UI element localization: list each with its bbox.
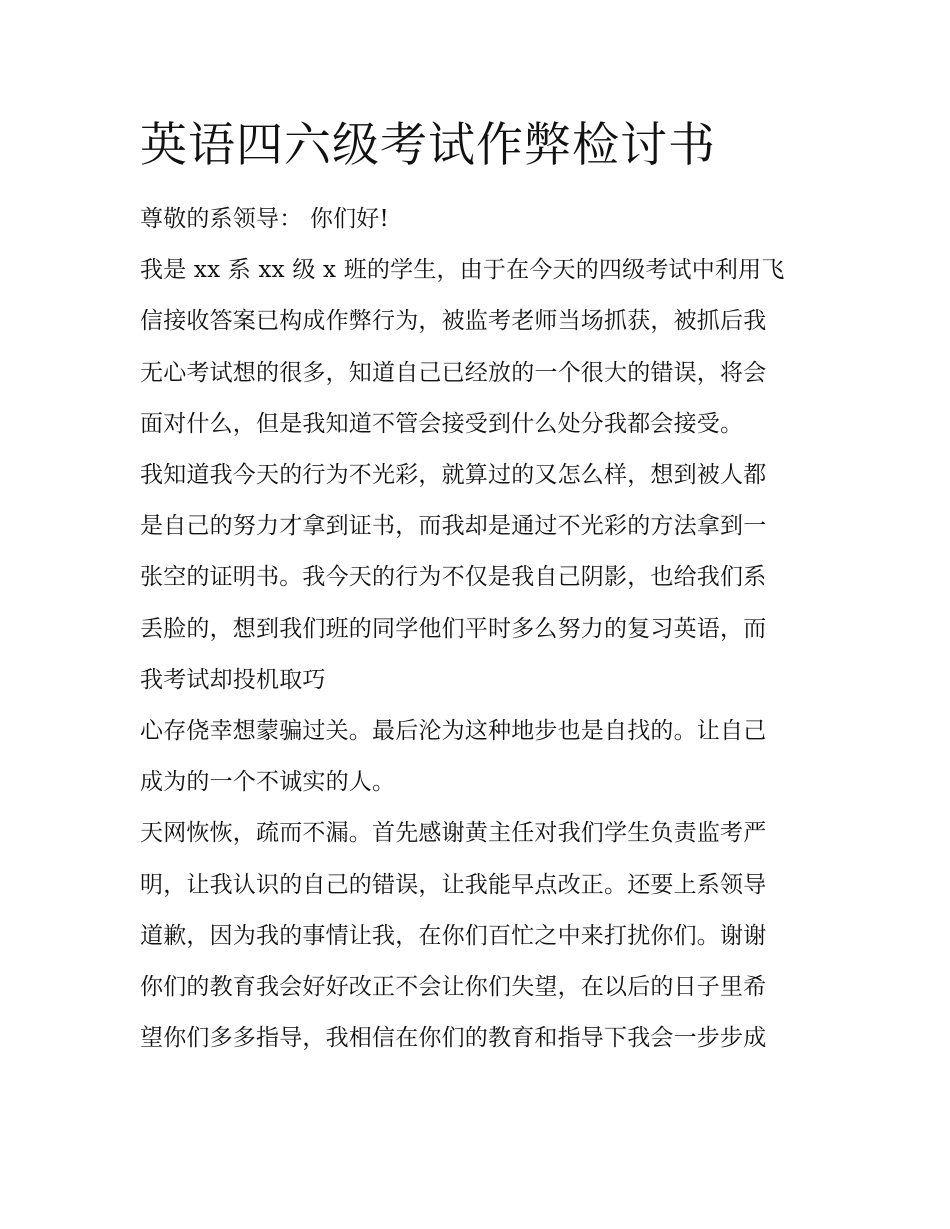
body-line: 明，让我认识的自己的错误，让我能早点改正。还要上系领导: [140, 871, 767, 898]
body-line: 丢脸的，想到我们班的同学他们平时多么努力的复习英语，而: [140, 615, 767, 642]
body-line: 面对什么，但是我知道不管会接受到什么处分我都会接受。: [140, 410, 744, 437]
body-line: 成为的一个不诚实的人。: [140, 769, 396, 796]
body-line: 张空的证明书。我今天的行为不仅是我自己阴影，也给我们系: [140, 564, 767, 591]
document-title: 英语四六级考试作弊检讨书: [140, 118, 716, 173]
body-line: 天网恢恢，疏而不漏。首先感谢黄主任对我们学生负责监考严: [140, 820, 767, 847]
body-line: 是自己的努力才拿到证书，而我却是通过不光彩的方法拿到一: [140, 513, 767, 540]
body-line: 我是 xx 系 xx 级 x 班的学生，由于在今天的四级考试中利用飞: [140, 257, 785, 284]
body-line: 道歉，因为我的事情让我，在你们百忙之中来打扰你们。谢谢: [140, 922, 767, 949]
body-line: 你们的教育我会好好改正不会让你们失望，在以后的日子里希: [140, 974, 767, 1001]
body-line: 我考试却投机取巧: [140, 666, 326, 693]
document-body: [140, 194, 820, 1064]
body-line: 信接收答案已构成作弊行为，被监考老师当场抓获，被抓后我: [140, 308, 767, 335]
body-line: 心存侥幸想蒙骗过关。最后沦为这种地步也是自找的。让自己: [140, 718, 767, 745]
salutation-line: 尊敬的系领导： 你们好!: [140, 206, 389, 232]
body-line: 望你们多多指导，我相信在你们的教育和指导下我会一步步成: [140, 1025, 767, 1052]
document-content: [140, 112, 820, 1064]
body-line: 我知道我今天的行为不光彩，就算过的又怎么样，想到被人都: [140, 462, 767, 489]
body-line: 无心考试想的很多，知道自己已经放的一个很大的错误，将会: [140, 359, 767, 386]
